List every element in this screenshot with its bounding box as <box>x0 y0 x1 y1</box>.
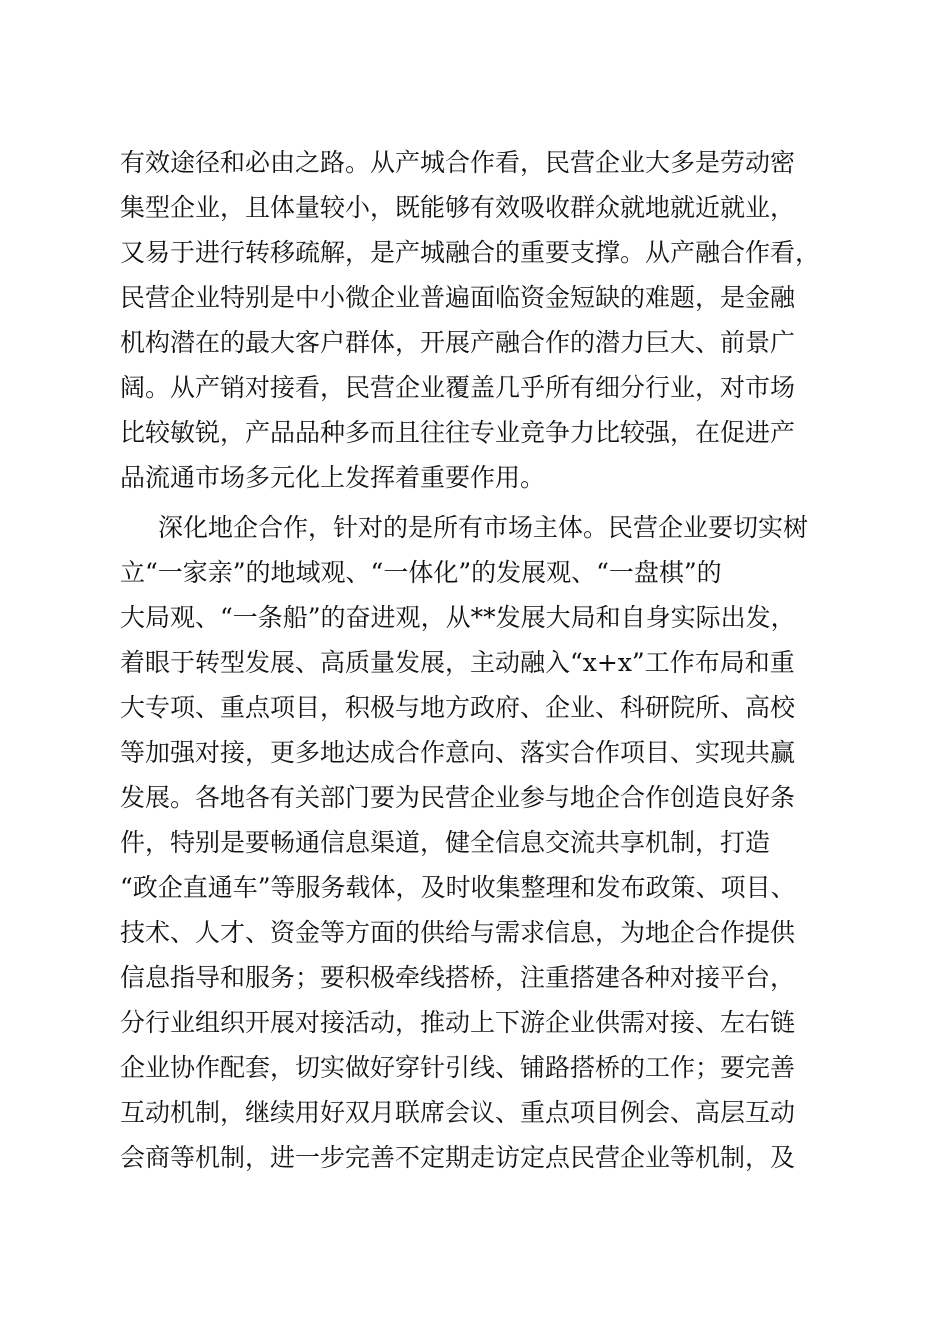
paragraph-2 <box>120 505 832 1180</box>
paragraph-2-line: 技术、人才、资金等方面的供给与需求信息，为地企合作提供 <box>120 918 796 947</box>
paragraph-2-line: 着眼于转型发展、高质量发展，主动融入“x+x”工作布局和重 <box>120 648 795 677</box>
paragraph-1-line: 民营企业特别是中小微企业普遍面临资金短缺的难题，是金融 <box>120 283 796 312</box>
paragraph-1-line: 又易于进行转移疏解，是产城融合的重要支撑。从产融合作看， <box>120 238 821 267</box>
paragraph-1-line: 机构潜在的最大客户群体，开展产融合作的潜力巨大、前景广 <box>120 328 796 357</box>
paragraph-1 <box>120 140 832 500</box>
body-text <box>120 140 832 1180</box>
paragraph-2-first-line: 深化地企合作，针对的是所有市场主体。民营企业要切实树 <box>158 513 809 542</box>
paragraph-2-line: 件，特别是要畅通信息渠道，健全信息交流共享机制，打造 <box>120 828 771 857</box>
paragraph-2-line: 互动机制，继续用好双月联席会议、重点项目例会、高层互动 <box>120 1098 796 1127</box>
paragraph-1-line: 有效途径和必由之路。从产城合作看，民营企业大多是劳动密 <box>120 148 796 177</box>
paragraph-2-line: 等加强对接，更多地达成合作意向、落实合作项目、实现共赢 <box>120 738 796 767</box>
paragraph-1-line: 阔。从产销对接看，民营企业覆盖几乎所有细分行业，对市场 <box>120 373 796 402</box>
paragraph-2-line: 发展。各地各有关部门要为民营企业参与地企合作创造良好条 <box>120 783 796 812</box>
paragraph-1-line: 比较敏锐，产品品种多而且往往专业竞争力比较强，在促进产 <box>120 418 796 447</box>
paragraph-2-line: 大专项、重点项目，积极与地方政府、企业、科研院所、高校 <box>120 693 796 722</box>
paragraph-2-line: 会商等机制，进一步完善不定期走访定点民营企业等机制，及 <box>120 1143 796 1172</box>
paragraph-2-line: 企业协作配套，切实做好穿针引线、铺路搭桥的工作；要完善 <box>120 1053 796 1082</box>
paragraph-2-line: 大局观、“一条船”的奋进观，从**发展大局和自身实际出发， <box>120 603 796 632</box>
paragraph-2-line: 立“一家亲”的地域观、“一体化”的发展观、“一盘棋”的 <box>120 558 722 587</box>
paragraph-2-line: 分行业组织开展对接活动，推动上下游企业供需对接、左右链 <box>120 1008 796 1037</box>
paragraph-2-line: “政企直通车”等服务载体，及时收集整理和发布政策、项目、 <box>120 873 796 902</box>
paragraph-1-line: 集型企业，且体量较小，既能够有效吸收群众就地就近就业， <box>120 193 796 222</box>
paragraph-2-line: 信息指导和服务；要积极牵线搭桥，注重搭建各种对接平台， <box>120 963 796 992</box>
paragraph-1-line: 品流通市场多元化上发挥着重要作用。 <box>120 463 546 492</box>
